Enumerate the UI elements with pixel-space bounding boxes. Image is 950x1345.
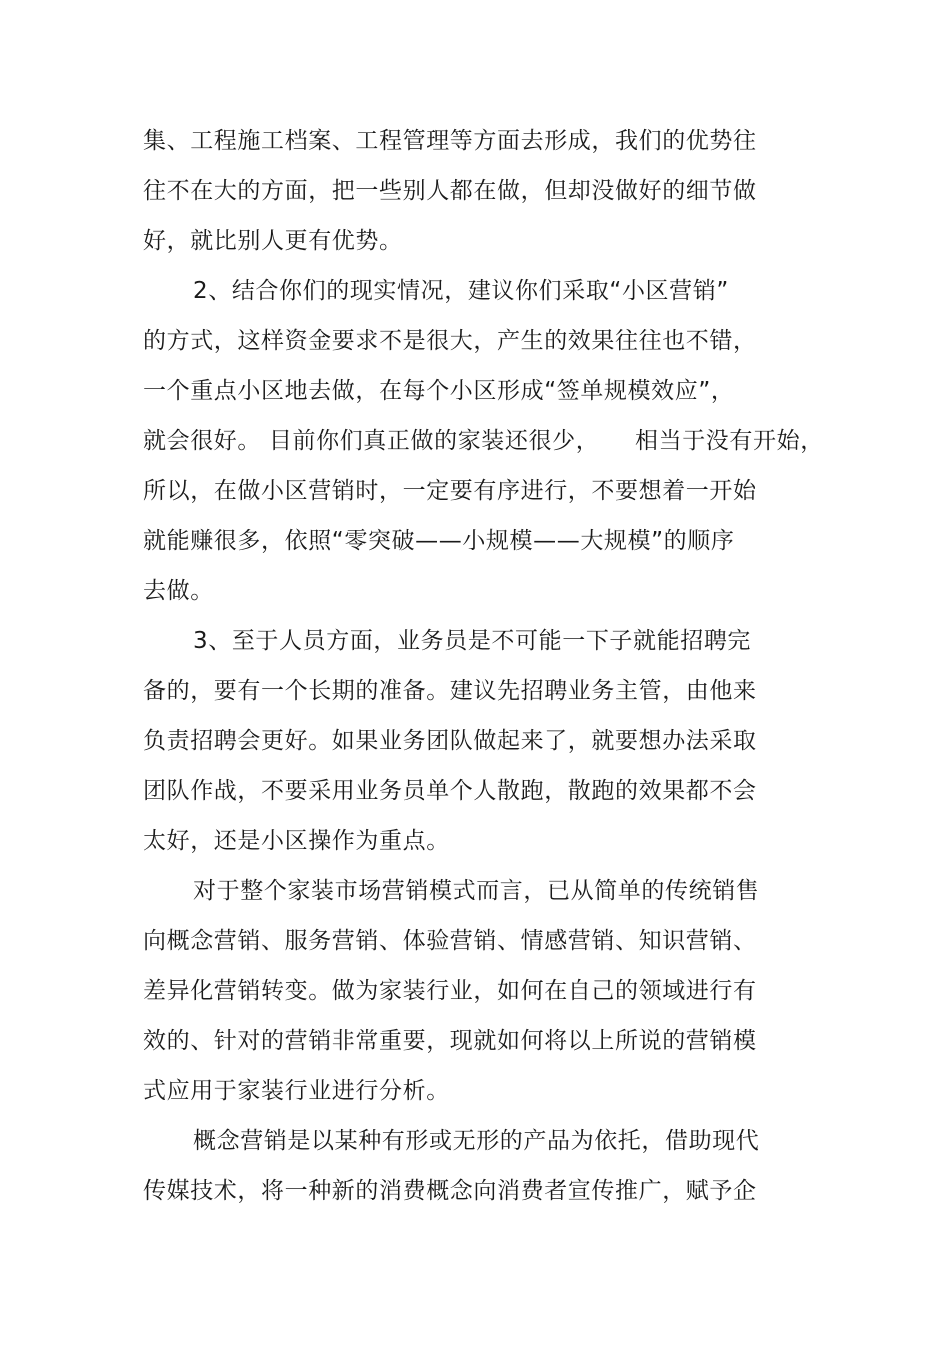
paragraph-start-line: 3、至于人员方面，业务员是不可能一下子就能招聘完 xyxy=(193,628,752,654)
text-line: 团队作战，不要采用业务员单个人散跑，散跑的效果都不会 xyxy=(143,778,757,804)
text-line: 的方式，这样资金要求不是很大，产生的效果往往也不错， xyxy=(143,328,757,354)
text-line: 备的，要有一个长期的准备。建议先招聘业务主管，由他来 xyxy=(143,678,757,704)
text-line: 去做。 xyxy=(143,578,214,604)
text-line: 就会很好。 目前你们真正做的家装还很少， 相当于没有开始， xyxy=(143,428,824,454)
text-line: 好，就比别人更有优势。 xyxy=(143,228,403,254)
paragraph-start-line: 概念营销是以某种有形或无形的产品为依托，借助现代 xyxy=(193,1128,760,1154)
text-line: 传媒技术，将一种新的消费概念向消费者宣传推广，赋予企 xyxy=(143,1178,757,1204)
text-line: 一个重点小区地去做，在每个小区形成“签单规模效应”， xyxy=(143,378,735,404)
text-line: 向概念营销、服务营销、体验营销、情感营销、知识营销、 xyxy=(143,928,757,954)
paragraph-start-line: 2、结合你们的现实情况，建议你们采取“小区营销” xyxy=(193,278,729,304)
text-line: 式应用于家装行业进行分析。 xyxy=(143,1078,450,1104)
text-line: 效的、针对的营销非常重要，现就如何将以上所说的营销模 xyxy=(143,1028,757,1054)
text-line: 负责招聘会更好。如果业务团队做起来了，就要想办法采取 xyxy=(143,728,757,754)
text-line: 往不在大的方面，把一些别人都在做，但却没做好的细节做 xyxy=(143,178,757,204)
text-line: 差异化营销转变。做为家装行业，如何在自己的领域进行有 xyxy=(143,978,757,1004)
text-line: 集、工程施工档案、工程管理等方面去形成，我们的优势往 xyxy=(143,128,757,154)
text-line: 就能赚很多，依照“零突破——小规模——大规模”的顺序 xyxy=(143,528,735,554)
text-line: 所以，在做小区营销时，一定要有序进行，不要想着一开始 xyxy=(143,478,757,504)
paragraph-start-line: 对于整个家装市场营销模式而言，已从简单的传统销售 xyxy=(193,878,760,904)
text-line: 太好，还是小区操作为重点。 xyxy=(143,828,450,854)
